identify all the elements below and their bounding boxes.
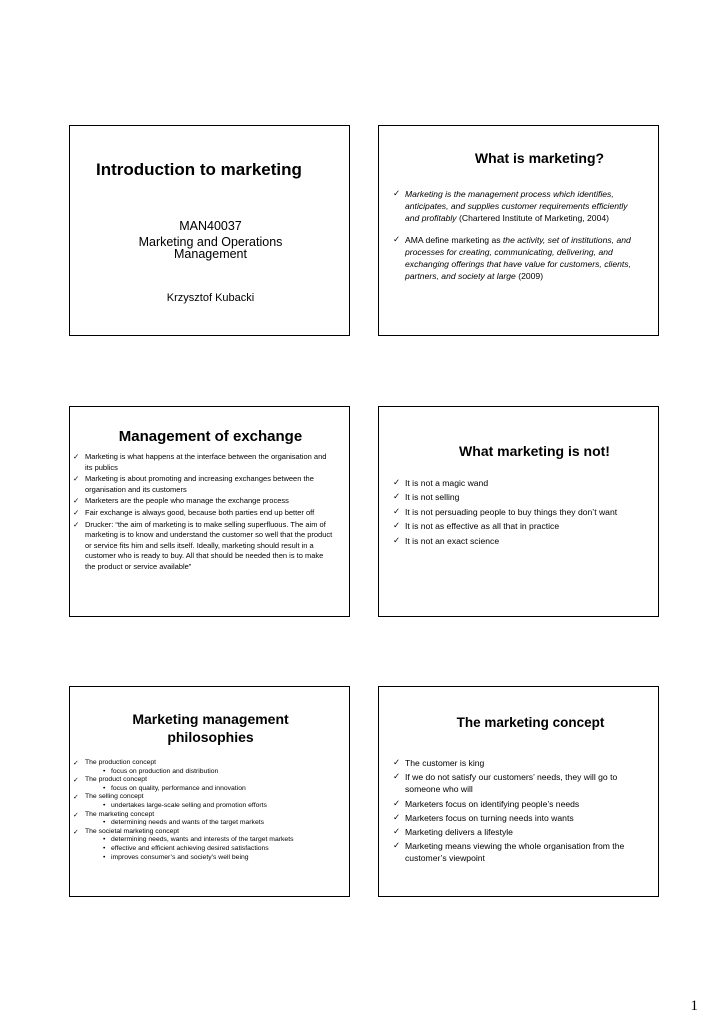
slide-5-bullets	[73, 759, 338, 862]
bullet-text: If we do not satisfy our customers’ needs, they will go to someone who will	[405, 772, 618, 795]
course-code: MAN40037	[179, 219, 242, 233]
bullet-dot-icon: •	[103, 836, 106, 844]
check-icon: ✓	[73, 474, 80, 484]
course-name-line2: Management	[174, 247, 247, 261]
check-icon: ✓	[73, 759, 79, 767]
bullet-text: The customer is king	[405, 758, 485, 768]
slide-4-bullets	[393, 477, 653, 547]
sub-list-item	[103, 802, 338, 811]
sub-bullet-text: improves consumer’s and society’s well being	[111, 853, 249, 861]
bullet-text: Marketing is about promoting and increasing exchanges between the organisation and its customers	[85, 474, 314, 494]
list-item	[73, 793, 338, 810]
check-icon: ✓	[393, 535, 401, 546]
sub-bullet-text: determining needs and wants of the target markets	[111, 819, 265, 827]
list-item	[393, 535, 653, 547]
list-item	[393, 840, 649, 864]
bullet-text: Marketing is what happens at the interface between the organisation and its publics	[85, 452, 327, 472]
check-icon: ✓	[393, 827, 401, 838]
list-item	[393, 757, 649, 769]
check-icon: ✓	[73, 776, 79, 785]
list-item	[393, 812, 649, 824]
check-icon: ✓	[393, 812, 401, 823]
bullet-text: Marketers focus on turning needs into wants	[405, 812, 574, 823]
sub-list	[85, 768, 338, 777]
bullet-text: Fair exchange is always good, because both parties end up better off	[85, 507, 315, 517]
list-item	[73, 811, 338, 828]
list-item	[393, 234, 643, 283]
bullet-text: It is not selling	[405, 492, 460, 503]
bullet-text: Marketing delivers a lifestyle	[405, 827, 513, 838]
sub-list-item	[103, 819, 338, 828]
list-item	[73, 474, 335, 495]
slide-6	[378, 686, 659, 897]
list-item	[393, 491, 653, 503]
check-icon: ✓	[393, 234, 401, 245]
bullet-text: It is not persuading people to buy things they don’t want	[405, 506, 618, 517]
bullet-dot-icon: •	[103, 784, 106, 792]
slide-3-title: Management of exchange	[118, 428, 303, 445]
check-icon: ✓	[393, 772, 401, 783]
check-icon: ✓	[393, 758, 401, 768]
course-name-line1: Marketing and Operations	[138, 235, 283, 249]
slide-3-bullets	[73, 452, 335, 573]
sub-list-item	[103, 836, 338, 845]
sub-list	[85, 785, 338, 794]
ama-citation: (2009)	[515, 271, 544, 282]
check-icon: ✓	[393, 798, 401, 809]
list-item	[393, 798, 649, 810]
bullet-text: It is not as effective as all that in practice	[405, 521, 560, 532]
ama-lead: AMA define marketing as	[405, 234, 503, 245]
check-icon: ✓	[73, 810, 79, 819]
sub-list-item	[103, 845, 338, 854]
sub-list-item	[103, 854, 338, 863]
bullet-dot-icon: •	[103, 801, 106, 809]
check-icon: ✓	[73, 827, 79, 836]
bullet-text: Marketers are the people who manage the exchange process	[85, 496, 289, 506]
sub-list	[85, 819, 338, 828]
list-item	[73, 452, 335, 473]
check-icon: ✓	[73, 519, 80, 529]
list-item	[393, 771, 649, 795]
bullet-dot-icon: •	[103, 853, 106, 861]
slide-5-title-line1: Marketing management	[132, 711, 289, 727]
sub-list	[85, 836, 338, 862]
sub-list-item	[103, 768, 338, 777]
check-icon: ✓	[393, 189, 401, 199]
slide-6-title: The marketing concept	[456, 715, 605, 730]
bullet-text: The marketing concept	[85, 810, 155, 818]
bullet-text: Marketing means viewing the whole organisation from the customer’s viewpoint	[405, 841, 625, 864]
check-icon: ✓	[393, 478, 401, 488]
list-item	[73, 496, 335, 507]
check-icon: ✓	[73, 793, 79, 802]
cim-definition: Marketing is the management process which identifies, anticipates, and supplies customer requirements efficiently and profitably	[405, 189, 628, 224]
list-item	[393, 477, 653, 489]
sub-list	[85, 802, 338, 811]
slide-5-title-line2: philosophies	[167, 729, 254, 745]
check-icon: ✓	[393, 521, 401, 532]
bullet-text: The product concept	[85, 776, 147, 784]
slide-1-title: Introduction to marketing	[96, 160, 302, 179]
check-icon: ✓	[393, 841, 401, 852]
slide-6-bullets	[393, 757, 649, 865]
list-item	[393, 506, 653, 518]
slide-2	[378, 125, 659, 336]
sub-list-item	[103, 785, 338, 794]
list-item	[393, 826, 649, 838]
bullet-text: It is not an exact science	[405, 535, 500, 546]
list-item	[73, 520, 335, 573]
slide-2-bullets	[393, 188, 643, 282]
list-item	[393, 520, 653, 532]
check-icon: ✓	[393, 506, 401, 517]
slide-3	[69, 406, 350, 617]
author-name: Krzysztof Kubacki	[166, 292, 255, 304]
check-icon: ✓	[393, 492, 401, 503]
bullet-dot-icon: •	[103, 767, 106, 775]
sub-bullet-text: undertakes large-scale selling and promotion efforts	[111, 801, 267, 809]
slide-2-title: What is marketing?	[474, 150, 605, 166]
check-icon: ✓	[73, 496, 80, 506]
slide-4-title: What marketing is not!	[459, 443, 610, 459]
cim-citation: (Chartered Institute of Marketing, 2004)	[456, 213, 609, 224]
bullet-text: The selling concept	[85, 793, 144, 801]
sub-bullet-text: focus on quality, performance and innovation	[111, 784, 246, 792]
bullet-text: Drucker: “the aim of marketing is to make selling superfluous. The aim of marketing is to know and understand the customer so well that the product or service fits him and sells itself. Ideally, marketing should result in a customer who is ready to buy. All that should be needed then is to make the product or service available”	[85, 519, 333, 571]
list-item	[73, 828, 338, 862]
check-icon: ✓	[73, 507, 80, 517]
bullet-text: It is not a magic wand	[405, 478, 489, 488]
sub-bullet-text: effective and efficient achieving desired satisfactions	[111, 844, 269, 852]
bullet-text: The production concept	[85, 759, 157, 766]
sub-bullet-text: determining needs, wants and interests of the target markets	[111, 836, 294, 844]
bullet-text: Marketers focus on identifying people’s needs	[405, 798, 580, 809]
bullet-dot-icon: •	[103, 819, 106, 827]
list-item	[73, 759, 338, 776]
slide-4	[378, 406, 659, 617]
check-icon: ✓	[73, 452, 80, 461]
slide-5	[69, 686, 350, 897]
list-item	[73, 776, 338, 793]
ama-definition: the activity, set of institutions, and processes for creating, communicating, delivering, and exchanging offerings that have value for customers, clients, partners, and society at large	[405, 234, 631, 282]
list-item	[393, 188, 643, 225]
list-item	[73, 508, 335, 519]
sub-bullet-text: focus on production and distribution	[111, 767, 219, 775]
page-number: 1	[690, 998, 698, 1014]
bullet-text: The societal marketing concept	[85, 827, 180, 835]
bullet-dot-icon: •	[103, 844, 106, 852]
slide-1	[69, 125, 350, 336]
